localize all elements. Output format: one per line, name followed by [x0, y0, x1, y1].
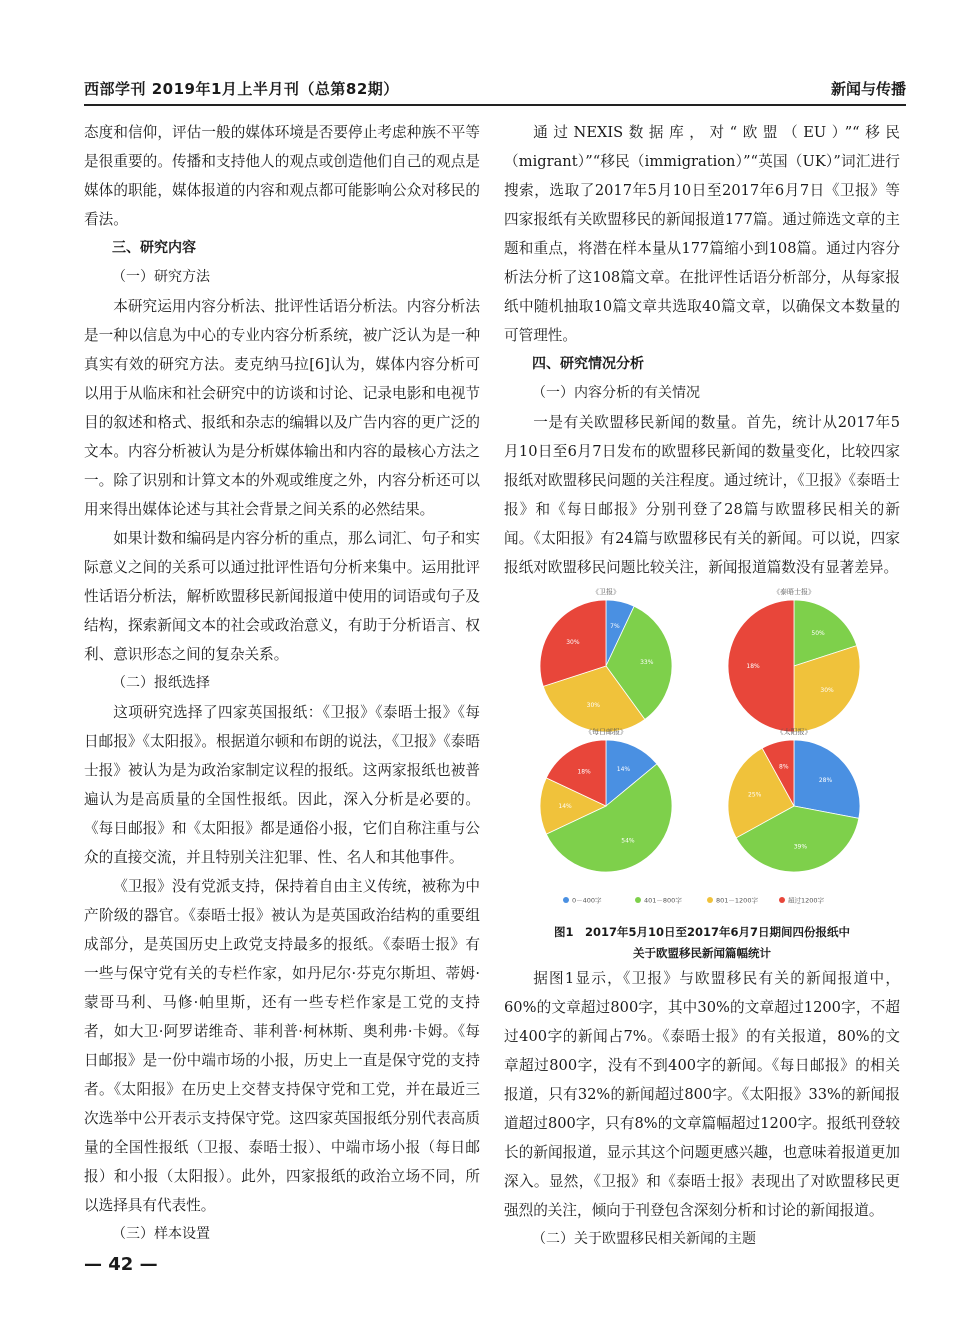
- pie-slice-label: 30%: [820, 687, 834, 695]
- legend-label: 超过1200字: [788, 896, 825, 905]
- pie-slice-label: 50%: [811, 629, 825, 637]
- legend-swatch: [635, 897, 641, 903]
- pie-slice-label: 18%: [746, 663, 760, 670]
- section-heading: 三、研究内容: [112, 240, 196, 256]
- paragraph: 本研究运用内容分析法、批评性话语分析法。内容分析法是一种以信息为中心的专业内容分析系统，被广泛认为是一种真实有效的研究方法。麦克纳马拉[6]认为，媒体内容分析可以用于从临床和社会研究中的访谈和讨论、记录电影和电视节目的叙述和格式、报纸和杂志的编辑以及广告内容的更广泛的文本。内容分析被认为是分析媒体输出和内容的最核心方法之一。除了识别和计算文本的外观或维度之外，内容分析还可以用来得出媒体论述与其社会背景之间关系的必然结果。: [84, 298, 480, 518]
- pie-slice-label: 33%: [640, 659, 654, 667]
- section-heading: 四、研究情况分析: [532, 356, 644, 372]
- pie-title: 《卫报》: [592, 588, 620, 596]
- subsection-heading: （二）报纸选择: [112, 675, 210, 691]
- right-column: [504, 118, 900, 1254]
- pie-slice-label: 8%: [779, 763, 789, 771]
- left-column: [84, 118, 480, 1249]
- page-header: [84, 74, 906, 106]
- pie-slice-label: 25%: [748, 791, 762, 799]
- legend-label: 801－1200字: [716, 896, 758, 905]
- figure-pie-charts: [504, 588, 900, 916]
- pie-slice-label: 28%: [818, 776, 833, 784]
- subsection-heading: （一）内容分析的有关情况: [532, 385, 700, 401]
- pie-slice-label: 30%: [566, 638, 580, 646]
- section-title: 新闻与传播: [830, 80, 906, 98]
- pie-slice-label: 39%: [793, 843, 808, 851]
- pie-charts-svg: [526, 588, 878, 914]
- figure-caption: [504, 922, 900, 964]
- subsection-heading: （二）关于欧盟移民相关新闻的主题: [532, 1231, 756, 1247]
- paragraph: 据图1显示，《卫报》与欧盟移民有关的新闻报道中，60%的文章超过800字，其中30%的文章超过1200字，不超过400字的新闻占7%。《泰晤士报》的有关报道，80%的文章超过800字，没有不到400字的新闻。《每日邮报》的相关报道，只有32%的新闻超过800字。《太阳报》33%的新闻报道超过800字，只有8%的文章篇幅超过1200字。报纸刊登较长的新闻报道，显示其这个问题更感兴趣，也意味着报道更加深入。显然，《卫报》和《泰晤士报》表现出了对欧盟移民更强烈的关注，倾向于刊登包含深刻分析和讨论的新闻报道。: [504, 970, 900, 1219]
- legend-swatch: [563, 897, 569, 903]
- paragraph: 态度和信仰，评估一般的媒体环境是否要停止考虑种族不平等是很重要的。传播和支持他人的观点或创造他们自己的观点是媒体的职能，媒体报道的内容和观点都可能影响公众对移民的看法。: [84, 124, 480, 228]
- pie-slice-label: 18%: [577, 768, 591, 776]
- paragraph: 一是有关欧盟移民新闻的数量。首先，统计从2017年5月10日至6月7日发布的欧盟移民新闻的数量变化，比较四家报纸对欧盟移民问题的关注程度。通过统计，《卫报》《泰晤士报》和《每日邮报》分别刊登了28篇与欧盟移民相关的新闻。《太阳报》有24篇与欧盟移民有关的新闻。可以说，四家报纸对欧盟移民问题比较关注，新闻报道篇数没有显著差异。: [504, 414, 900, 576]
- pie-slice: [728, 600, 794, 732]
- page-number: — 42 —: [84, 1254, 158, 1275]
- paragraph: 这项研究选择了四家英国报纸：《卫报》《泰晤士报》《每日邮报》《太阳报》。根据道尔顿和布朗的说法，《卫报》《泰晤士报》被认为是为政治家制定议程的报纸。这两家报纸也被普遍认为是高质量的全国性报纸。因此，深入分析是必要的。《每日邮报》和《太阳报》都是通俗小报，它们自称注重与公众的直接交流，并且特别关注犯罪、性、名人和其他事件。: [84, 704, 480, 866]
- pie-title: 《太阳报》: [776, 728, 812, 736]
- caption-line: 关于欧盟移民新闻篇幅统计: [633, 946, 771, 960]
- legend-swatch: [779, 897, 785, 903]
- paragraph: 如果计数和编码是内容分析的重点，那么词汇、句子和实际意义之间的关系可以通过批评性语句分析来集中。运用批评性话语分析法，解析欧盟移民新闻报道中使用的词语或句子及结构，探索新闻文本的社会或政治意义，有助于分析语言、权利、意识形态之间的复杂关系。: [84, 530, 480, 663]
- pie-slice-label: 30%: [586, 701, 601, 709]
- pie-slice-label: 54%: [621, 837, 635, 845]
- subsection-heading: （三）样本设置: [112, 1226, 210, 1242]
- paragraph: 《卫报》没有党派支持，保持着自由主义传统，被称为中产阶级的器官。《泰晤士报》被认为是英国政治结构的重要组成部分，是英国历史上政党支持最多的报纸。《泰晤士报》有一些与保守党有关的专栏作家，如丹尼尔·芬克尔斯坦、蒂姆·蒙哥马利、马修·帕里斯，还有一些专栏作家是工党的支持者，如大卫·阿罗诺维奇、菲利普·柯林斯、奥利弗·卡姆。《每日邮报》是一份中端市场的小报，历史上一直是保守党的支持者。《太阳报》在历史上交替支持保守党和工党，并在最近三次选举中公开表示支持保守党。这四家英国报纸分别代表高质量的全国性报纸（卫报、泰晤士报）、中端市场小报（每日邮报）和小报（太阳报）。此外，四家报纸的政治立场不同，所以选择具有代表性。: [84, 878, 480, 1214]
- pie-slice-label: 7%: [610, 623, 620, 631]
- subsection-heading: （一）研究方法: [112, 269, 210, 285]
- legend-swatch: [707, 897, 713, 903]
- pie-slice-label: 14%: [616, 765, 631, 773]
- caption-line: 图1 2017年5月10日至2017年6月7日期间四份报纸中: [553, 925, 851, 939]
- pie-title: 《泰晤士报》: [773, 588, 815, 596]
- legend-label: 0－400字: [572, 896, 602, 905]
- legend-label: 401－800字: [644, 896, 682, 905]
- pie-slice-label: 14%: [558, 803, 572, 810]
- pie-title: 《每日邮报》: [585, 728, 627, 736]
- paragraph: 通过NEXIS数据库，对“欧盟（EU）”“移民（migrant）”“移民（immigration）”“英国（UK）”词汇进行搜索，选取了2017年5月10日至2017年6月7日《卫报》等四家报纸有关欧盟移民的新闻报道177篇。通过筛选文章的主题和重点，将潜在样本量从177篇缩小到108篇。通过内容分析法分析了这108篇文章。在批评性话语分析部分，从每家报纸中随机抽取10篇文章共选取40篇文章，以确保文本数量的可管理性。: [504, 124, 900, 344]
- journal-title: 西部学刊 2019年1月上半月刊（总第82期）: [84, 80, 399, 98]
